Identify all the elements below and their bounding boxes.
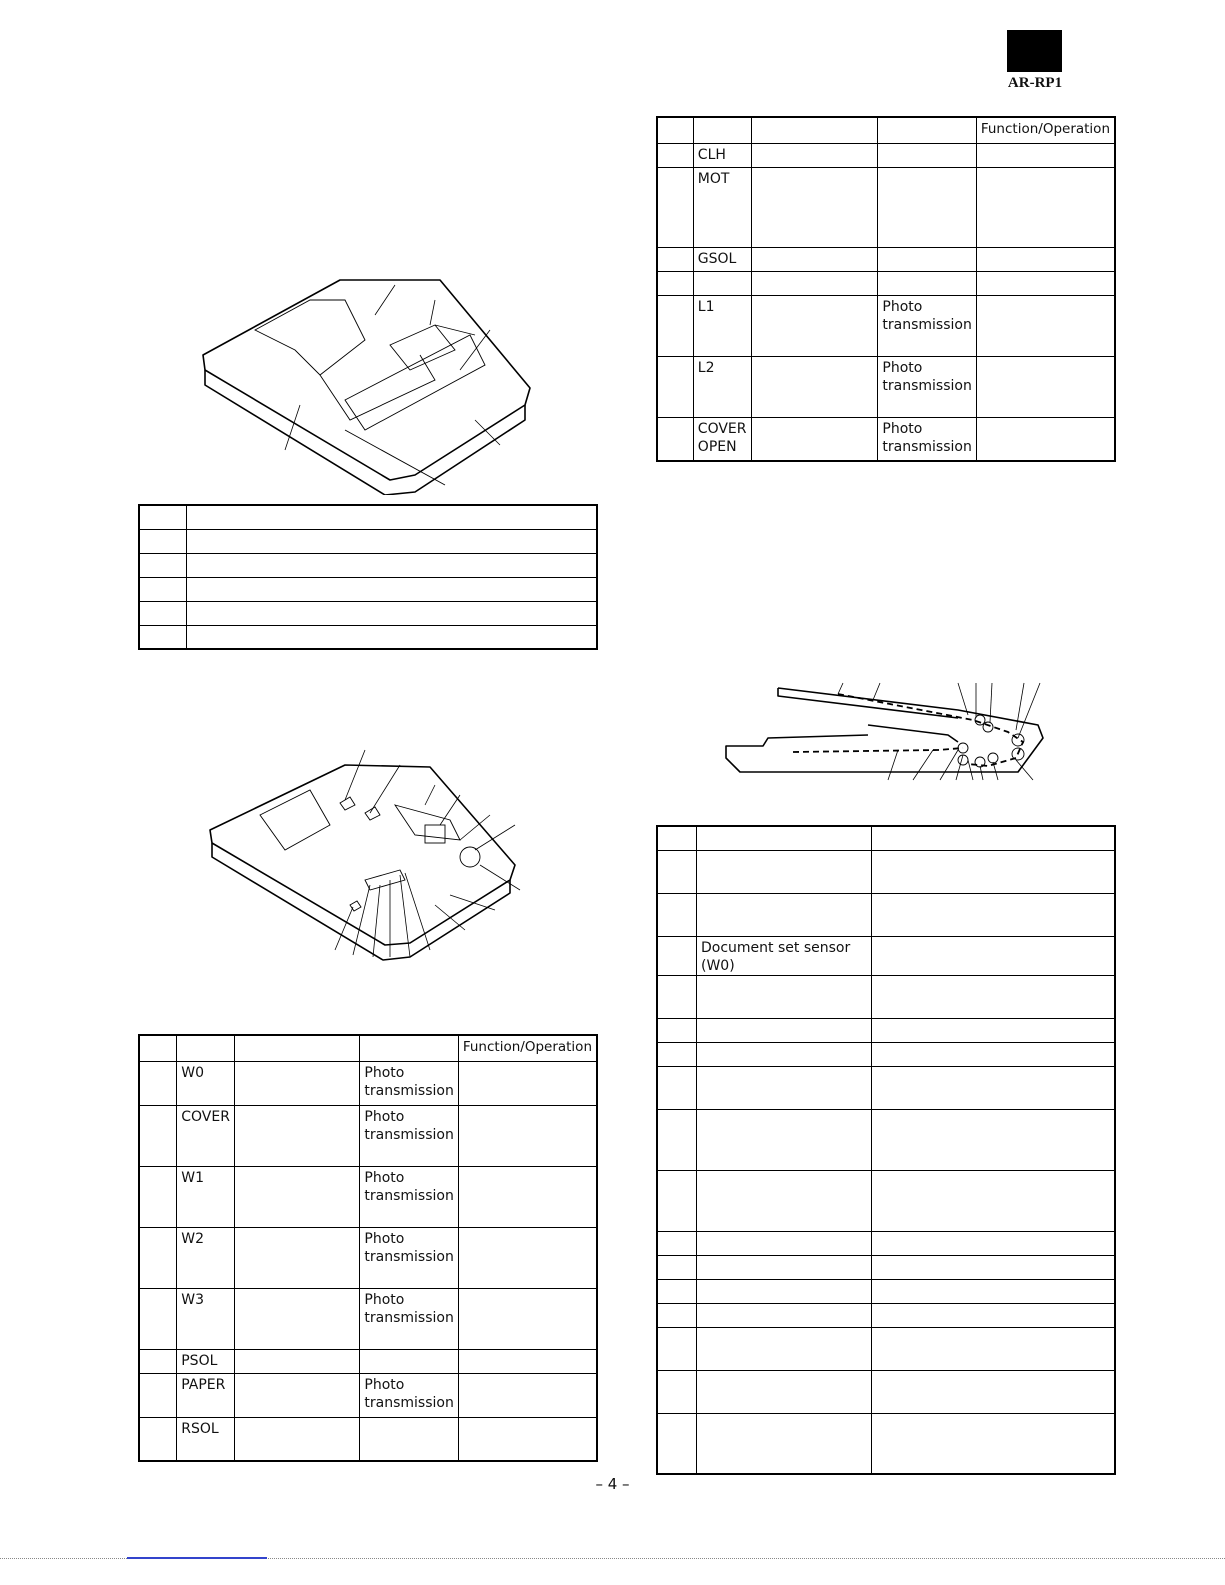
sensor-code: W1 — [177, 1166, 235, 1227]
load-table — [656, 116, 1116, 462]
parts-table — [138, 504, 598, 650]
section-badge — [1007, 30, 1062, 72]
path-item — [697, 1170, 872, 1231]
sensor-type: Photo transmission — [360, 1105, 458, 1166]
paper-path-table — [656, 825, 1116, 1475]
path-item — [697, 1279, 872, 1303]
load-type — [878, 143, 976, 167]
load-code: L1 — [693, 295, 751, 356]
load-type — [878, 167, 976, 247]
page-number: – 4 – — [595, 1475, 630, 1493]
paper-path-illustration — [718, 680, 1058, 785]
load-type — [878, 271, 976, 295]
function-operation-header: Function/Operation — [976, 117, 1115, 143]
path-item — [697, 1303, 872, 1327]
sensor-code: W2 — [177, 1227, 235, 1288]
sensor-code: W0 — [177, 1061, 235, 1105]
sensor-code: RSOL — [177, 1417, 235, 1461]
model-number: AR-RP1 — [1007, 75, 1063, 91]
sensor-code: PSOL — [177, 1349, 235, 1373]
sensor-type: Photo transmission — [360, 1227, 458, 1288]
load-type: Photo transmission — [878, 295, 976, 356]
path-item — [697, 1109, 872, 1170]
sensor-type: Photo transmission — [360, 1373, 458, 1417]
path-item — [697, 1018, 872, 1042]
path-item — [697, 1255, 872, 1279]
load-type — [878, 247, 976, 271]
sensor-type: Photo transmission — [360, 1288, 458, 1349]
load-type: Photo transmission — [878, 417, 976, 461]
path-item — [697, 1231, 872, 1255]
load-code: MOT — [693, 167, 751, 247]
sensor-location-illustration — [205, 745, 525, 965]
path-item — [697, 1370, 872, 1413]
link-underline[interactable] — [127, 1557, 267, 1559]
function-operation-header: Function/Operation — [458, 1035, 597, 1061]
sensor-code: PAPER — [177, 1373, 235, 1417]
load-code — [693, 271, 751, 295]
path-item — [697, 893, 872, 936]
sensor-type — [360, 1417, 458, 1461]
sensor-table — [138, 1034, 598, 1462]
load-code: COVER OPEN — [693, 417, 751, 461]
load-code: L2 — [693, 356, 751, 417]
path-item — [697, 1042, 872, 1066]
path-item — [697, 1066, 872, 1109]
external-view-illustration — [195, 270, 535, 495]
path-item — [697, 1327, 872, 1370]
load-code: CLH — [693, 143, 751, 167]
sensor-code: COVER — [177, 1105, 235, 1166]
sensor-type: Photo transmission — [360, 1061, 458, 1105]
load-code: GSOL — [693, 247, 751, 271]
path-item — [697, 975, 872, 1018]
sensor-type — [360, 1349, 458, 1373]
path-item — [697, 1413, 872, 1474]
path-item: Document set sensor (W0) — [697, 936, 872, 975]
sensor-code: W3 — [177, 1288, 235, 1349]
load-type: Photo transmission — [878, 356, 976, 417]
path-item — [697, 850, 872, 893]
sensor-type: Photo transmission — [360, 1166, 458, 1227]
